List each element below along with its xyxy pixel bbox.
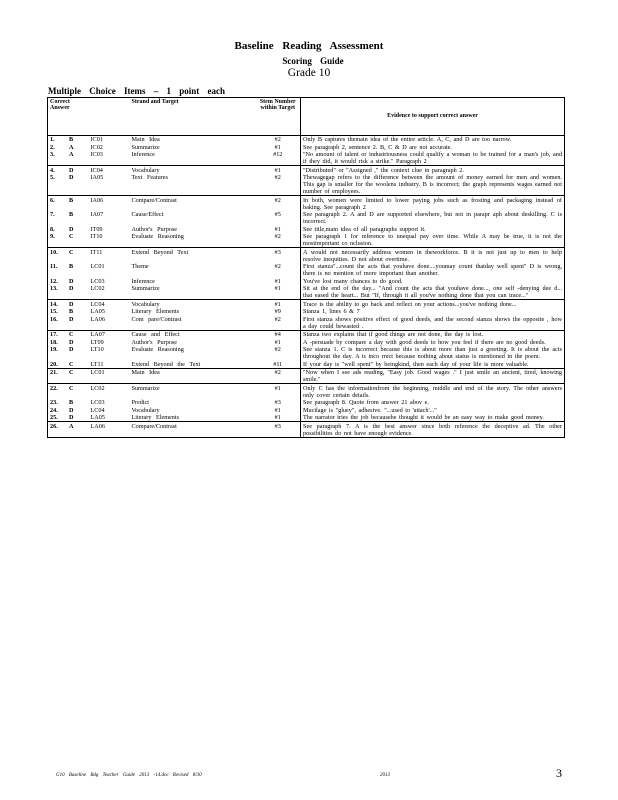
evidence-cell: First stanza"...count the acts that youhave done....youmay count thatday well spent" D is wrong, there is no mention of more important than another. [301, 263, 565, 278]
evidence-cell: Only C has the informationfrom the beginning, middle and end of the story. The other answers only cover certain details. [301, 384, 565, 399]
document-title: Baseline Reading Assessment [234, 40, 384, 52]
code-cell: LC03 [90, 399, 105, 406]
answer-cell [48, 263, 89, 278]
strand-cell: Summarize [131, 143, 160, 151]
document-subtitle: Scoring Guide [282, 56, 344, 66]
stem-cell: #2 [256, 196, 301, 211]
table-row [48, 277, 565, 285]
code-cell: IC04 [89, 166, 130, 174]
stem-cell: #2 [274, 174, 281, 181]
code-cell: LA06 [89, 422, 130, 438]
answer-cell [48, 248, 89, 263]
correct-answer: D [69, 277, 74, 285]
item-number: 8. [50, 225, 55, 233]
table-row [48, 151, 565, 166]
item-number: 14. [50, 300, 58, 308]
code-cell: LC01 [89, 368, 130, 384]
col-header-evidence: Evidence to support correct answer [301, 98, 565, 136]
stem-cell: #3 [256, 248, 301, 263]
code-cell: IA05 [90, 174, 104, 181]
correct-answer: C [69, 233, 74, 240]
stem-cell: #4 [256, 330, 301, 338]
strand-cell: Vocabulary [130, 300, 256, 308]
answer-cell [48, 166, 89, 174]
stem-cell: #3 [274, 399, 281, 406]
stem-cell: #2 [274, 346, 281, 353]
item-number: 7. [50, 211, 55, 218]
correct-answer: D [69, 406, 74, 414]
answer-cell [48, 422, 89, 438]
evidence-cell: You've lost many chances to do good. [301, 277, 565, 285]
footer-year: 2013 [380, 773, 390, 778]
evidence-cell: Stanza two explains that if good things are not done, the day is lost. [301, 330, 565, 338]
code-cell: LC03 [90, 277, 105, 285]
table-row [48, 174, 565, 196]
table-row [48, 143, 565, 151]
item-number: 26. [50, 422, 58, 430]
grade-label: Grade 10 [287, 67, 331, 79]
stem-cell: #1 [256, 384, 301, 399]
table-row [48, 225, 565, 233]
evidence-cell: Trace is the ability to go back and reflect on your actions...you've nothing done... [301, 300, 565, 308]
code-cell: LT11 [90, 360, 104, 368]
answer-cell [48, 285, 89, 300]
item-number: 20. [50, 360, 58, 368]
answer-cell [48, 211, 89, 226]
section-heading: Multiple Choice Items – 1 point each [48, 86, 225, 96]
scoring-table [47, 97, 565, 438]
strand-cell: Predict [131, 399, 150, 406]
strand-cell: Vocabulary [130, 166, 256, 174]
strand-cell: Main Idea [130, 368, 256, 384]
table-row [48, 346, 565, 361]
table-row [48, 406, 565, 414]
code-cell: LT10 [90, 346, 104, 353]
col-header-strand: Strand and Target [130, 98, 256, 136]
stem-cell: #5 [274, 211, 281, 218]
table-row [48, 196, 565, 211]
item-number: 17. [50, 331, 58, 338]
item-number: 15. [50, 308, 58, 315]
table-row [48, 360, 565, 368]
item-number: 12. [50, 277, 58, 285]
evidence-cell: See paragraph 1 for reference to unequal pay over time. While A may be true, it is not the mostimportant co nclusion. [301, 233, 565, 248]
correct-answer: A [69, 143, 74, 151]
answer-cell [48, 196, 89, 211]
strand-cell: Cause and Effect [130, 330, 256, 338]
stem-cell: #2 [256, 135, 301, 143]
evidence-cell: See paragraph 2. A and D are supported elsewhere, but not in parapr aph about deskilling. C is incorrect. [301, 211, 565, 226]
table-body [48, 135, 565, 437]
evidence-cell: "No amount of talent or industriousness could qualify a woman to be trained for a man's job, and if they did, it would risk a strike." Paragraph 2 [301, 151, 565, 166]
code-cell: LT09 [90, 338, 104, 346]
strand-cell: Evaluate Reasoning [131, 233, 184, 240]
code-cell: IT11 [89, 248, 130, 263]
strand-cell: Theme [131, 263, 149, 270]
strand-cell: Com pare/Contrast [131, 315, 182, 323]
page-number: 3 [556, 766, 562, 780]
evidence-cell: Sit at the end of the day... "And count the acts that youhave done..., one self -denying dee d... that eased the heart... But "If, through it all you've nothing done that you can trace..." [301, 285, 565, 300]
answer-cell [48, 338, 89, 346]
evidence-cell: Only B captures themain idea of the entire article. A, C, and D are too narrow. [301, 135, 565, 143]
answer-cell [48, 346, 89, 361]
stem-cell: #1 [274, 143, 281, 151]
evidence-cell: If your day is "well spent" by beingkind, then each day of your life is more valuable. [301, 360, 565, 368]
item-number: 24. [50, 406, 58, 414]
stem-cell: #1 [274, 285, 281, 292]
answer-cell [48, 360, 89, 368]
correct-answer: A [69, 422, 74, 430]
item-number: 16. [50, 315, 58, 323]
stem-cell: #1 [256, 300, 301, 308]
code-cell: LC02 [89, 384, 130, 399]
item-number: 13. [50, 285, 58, 292]
evidence-cell: See paragraph 2, sentence 2. B, C & D are not accurate. [301, 143, 565, 151]
table-row [48, 135, 565, 143]
answer-cell [48, 399, 89, 407]
answer-cell [48, 308, 89, 316]
stem-cell: #2 [274, 263, 281, 270]
code-cell: LC02 [90, 285, 105, 292]
stem-cell: #1 [274, 277, 281, 285]
stem-cell: #1 [274, 225, 281, 233]
stem-cell: #9 [274, 308, 281, 315]
strand-cell: Literary Elements [131, 414, 179, 421]
col-header-code [89, 98, 130, 136]
item-number: 2. [50, 143, 55, 151]
correct-answer: D [69, 315, 74, 323]
correct-answer: D [69, 338, 74, 346]
correct-answer: D [69, 225, 74, 233]
answer-cell [48, 174, 89, 196]
correct-answer: B [69, 308, 74, 315]
stem-cell: #12 [273, 151, 283, 158]
table-row [48, 166, 565, 174]
evidence-cell: In both, women were limited to lower paying jobs such as frosting and packaging instead of baking. See paragraph 2 [301, 196, 565, 211]
item-number: 22. [50, 384, 58, 392]
table-row [48, 338, 565, 346]
stem-cell: #1 [274, 338, 281, 346]
stem-cell: #2 [256, 368, 301, 384]
correct-answer: C [69, 248, 74, 256]
correct-answer: D [69, 166, 74, 174]
correct-answer: B [69, 196, 74, 204]
code-cell: IC02 [90, 143, 103, 151]
table-header-row [48, 98, 565, 136]
evidence-cell: A would not necessarily address women in theworkforce. B it is not just up to men to help resolve inequities. D not about overtime. [301, 248, 565, 263]
strand-cell: Inference [131, 277, 155, 285]
answer-cell [48, 151, 89, 166]
table-row [48, 368, 565, 384]
answer-cell [48, 414, 89, 422]
answer-cell [48, 315, 89, 330]
item-number: 11. [50, 263, 58, 270]
evidence-cell: See stanza 1. C is incorrect because this is about more than just a greeting. It is about the acts throughout the day. A is inco rrect because nothing about status is mentioned in the poem. [301, 346, 565, 361]
correct-answer: B [69, 136, 74, 143]
correct-answer: C [69, 360, 74, 368]
answer-cell [48, 406, 89, 414]
correct-answer: D [69, 174, 74, 181]
table-row [48, 399, 565, 407]
answer-cell [48, 233, 89, 248]
stem-cell: #11 [273, 360, 283, 368]
evidence-cell: See title,main idea of all paragraphs support it. [301, 225, 565, 233]
evidence-cell: "Distributed" or "Assigned ," the context clue in paragraph 2. [301, 166, 565, 174]
correct-answer: B [69, 211, 74, 218]
strand-cell: Text Features [131, 174, 168, 181]
table-row [48, 248, 565, 263]
answer-cell [48, 143, 89, 151]
evidence-cell: Stanza 1, lines 6 & 7 [301, 308, 565, 316]
evidence-cell: A -persuade by compare a day with good deeds to how you feel if there are no good deeds. [301, 338, 565, 346]
code-cell: LA05 [90, 308, 105, 315]
code-cell: IC03 [90, 151, 103, 158]
strand-cell: Author's Purpose [131, 338, 178, 346]
table-row [48, 414, 565, 422]
strand-cell: Extend Beyond the Text [131, 360, 201, 368]
col-header-stem: Stem Number within Target [256, 98, 301, 136]
stem-cell: #2 [274, 233, 281, 240]
table-row [48, 308, 565, 316]
correct-answer: D [69, 346, 74, 353]
item-number: 19. [50, 346, 58, 353]
table-row [48, 211, 565, 226]
strand-cell: Extend Beyond Text [130, 248, 256, 263]
item-number: 25. [50, 414, 58, 421]
code-cell: LC01 [90, 263, 105, 270]
correct-answer: C [69, 331, 74, 338]
strand-cell: Summarize [130, 384, 256, 399]
table-row [48, 233, 565, 248]
strand-cell: Vocabulary [131, 406, 160, 414]
correct-answer: B [69, 399, 74, 406]
stem-cell: #1 [274, 406, 281, 414]
stem-cell: #1 [274, 414, 281, 421]
code-cell: LA07 [89, 330, 130, 338]
evidence-cell: See paragraph 8. Quote from answer 21 abov e. [301, 399, 565, 407]
correct-answer: D [69, 414, 74, 421]
strand-cell: Main Idea [130, 135, 256, 143]
table-row [48, 315, 565, 330]
stem-cell: #1 [256, 166, 301, 174]
table-row [48, 330, 565, 338]
item-number: 1. [50, 136, 55, 143]
code-cell: IT10 [90, 233, 103, 240]
code-cell: IC01 [89, 135, 130, 143]
evidence-cell: "Now when I see ads reading, "Easy job. Good wages ." I just smile an ancient, tired, knowing smile." [301, 368, 565, 384]
answer-cell [48, 225, 89, 233]
evidence-cell: Mucilage is "gluey", adhesive. "...used to 'attach'..." [301, 406, 565, 414]
table-row [48, 263, 565, 278]
evidence-cell: First stanza shows positive effect of good deeds, and the second stanza shows the opposite , how a day could bewasted . [301, 315, 565, 330]
item-number: 23. [50, 399, 58, 406]
answer-cell [48, 384, 89, 399]
item-number: 18. [50, 338, 58, 346]
stem-cell: #2 [274, 315, 281, 323]
answer-cell [48, 277, 89, 285]
strand-cell: Compare/Contrast [130, 196, 256, 211]
answer-cell [48, 330, 89, 338]
strand-cell: Literary Elements [131, 308, 179, 315]
answer-cell [48, 135, 89, 143]
code-cell: IT09 [90, 225, 103, 233]
correct-answer: D [69, 285, 74, 292]
correct-answer: C [69, 384, 74, 392]
strand-cell: Compare/Contrast [130, 422, 256, 438]
answer-cell [48, 368, 89, 384]
table-row [48, 300, 565, 308]
strand-cell: Summarize [131, 285, 160, 292]
item-number: 21. [50, 369, 58, 376]
answer-cell [48, 300, 89, 308]
item-number: 3. [50, 151, 55, 158]
item-number: 6. [50, 196, 55, 204]
code-cell: IA06 [89, 196, 130, 211]
col-header-answer: Correct Answer [48, 98, 89, 136]
code-cell: LA06 [90, 315, 105, 323]
evidence-cell: Thewagegap refers to the difference between the amount of money earned for men and women. This gap is smaller for the woolens industry. B is incorrect; the graph represents wages earned not number of employees. [301, 174, 565, 196]
code-cell: LC04 [89, 300, 130, 308]
correct-answer: B [69, 263, 74, 270]
code-cell: IA07 [90, 211, 104, 218]
item-number: 5. [50, 174, 55, 181]
item-number: 9. [50, 233, 55, 240]
evidence-cell: The narrator tries the job becausehe thought it would be an easy way to make good money. [301, 414, 565, 422]
strand-cell: Author's Purpose [131, 225, 178, 233]
correct-answer: D [69, 300, 74, 308]
table-row [48, 384, 565, 399]
correct-answer: A [69, 151, 74, 158]
stem-cell: #3 [256, 422, 301, 438]
footer-filename: G10 Baseline Rdg Teacher Guide 2013 -14.doc Revised 8/30 [56, 773, 202, 778]
correct-answer: C [69, 369, 74, 376]
strand-cell: Inference [131, 151, 155, 158]
evidence-cell: See paragraph 7. A is the best answer since both reference the deceptive ad. The other possibilities do not have enough evidence. [301, 422, 565, 438]
item-number: 10. [50, 248, 58, 256]
table-row [48, 422, 565, 438]
code-cell: LA05 [90, 414, 105, 421]
item-number: 4. [50, 166, 55, 174]
table-row [48, 285, 565, 300]
strand-cell: Evaluate Reasoning [131, 346, 184, 353]
strand-cell: Cause/Effect [131, 211, 164, 218]
code-cell: LC04 [90, 406, 105, 414]
